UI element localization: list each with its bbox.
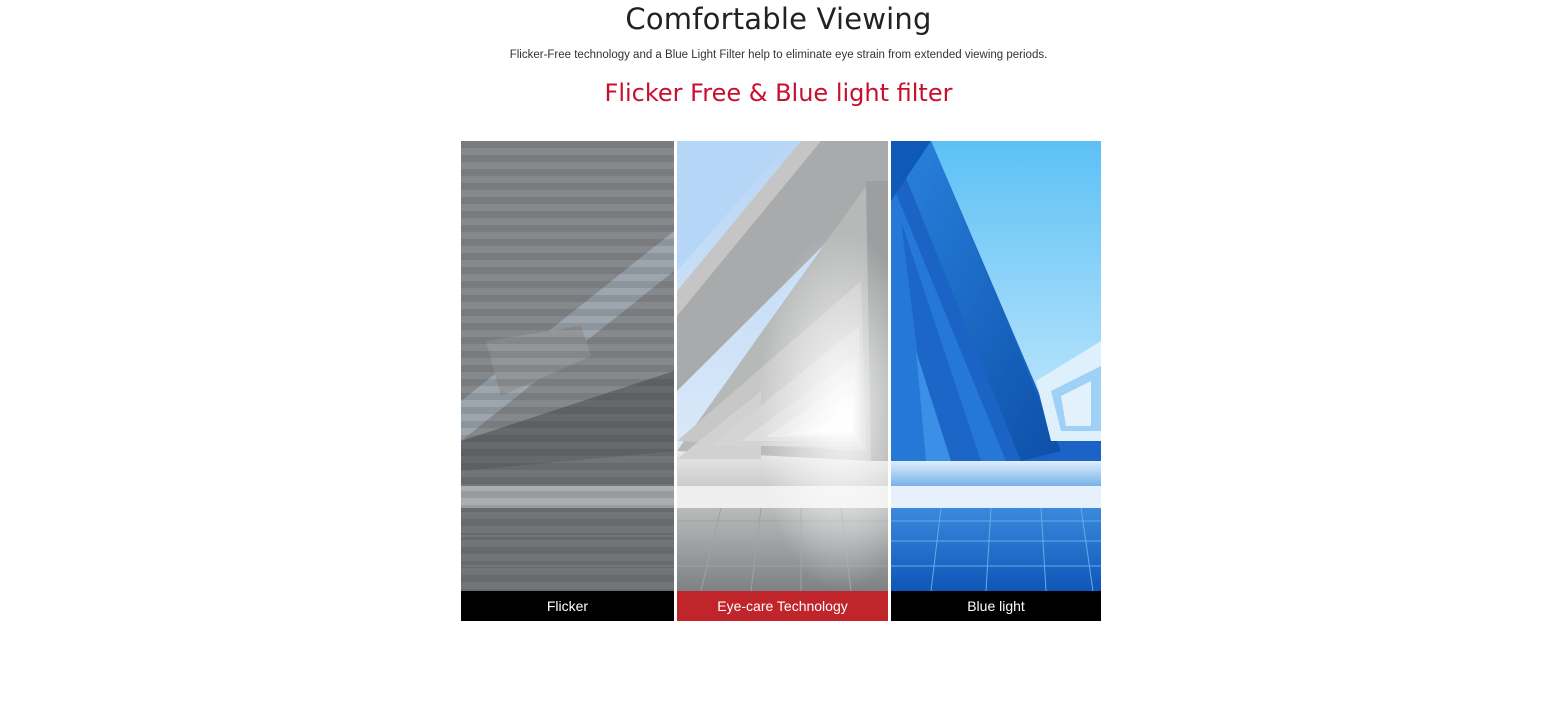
page-title: Comfortable Viewing <box>625 2 932 36</box>
panel-flicker <box>461 591 674 621</box>
panel-eye-care <box>677 591 888 621</box>
comparison-image <box>461 141 1101 621</box>
page-subtitle: Flicker-Free technology and a Blue Light Filter help to eliminate eye strain from extended viewing periods. <box>509 49 1048 61</box>
section-heading: Flicker Free & Blue light filter <box>604 79 953 107</box>
panel-label-flicker: Flicker <box>546 598 589 614</box>
panel-blue-light <box>891 591 1101 621</box>
panel-label-eye-care: Eye-care Technology <box>717 598 848 614</box>
panel-label-blue-light: Blue light <box>967 598 1025 614</box>
